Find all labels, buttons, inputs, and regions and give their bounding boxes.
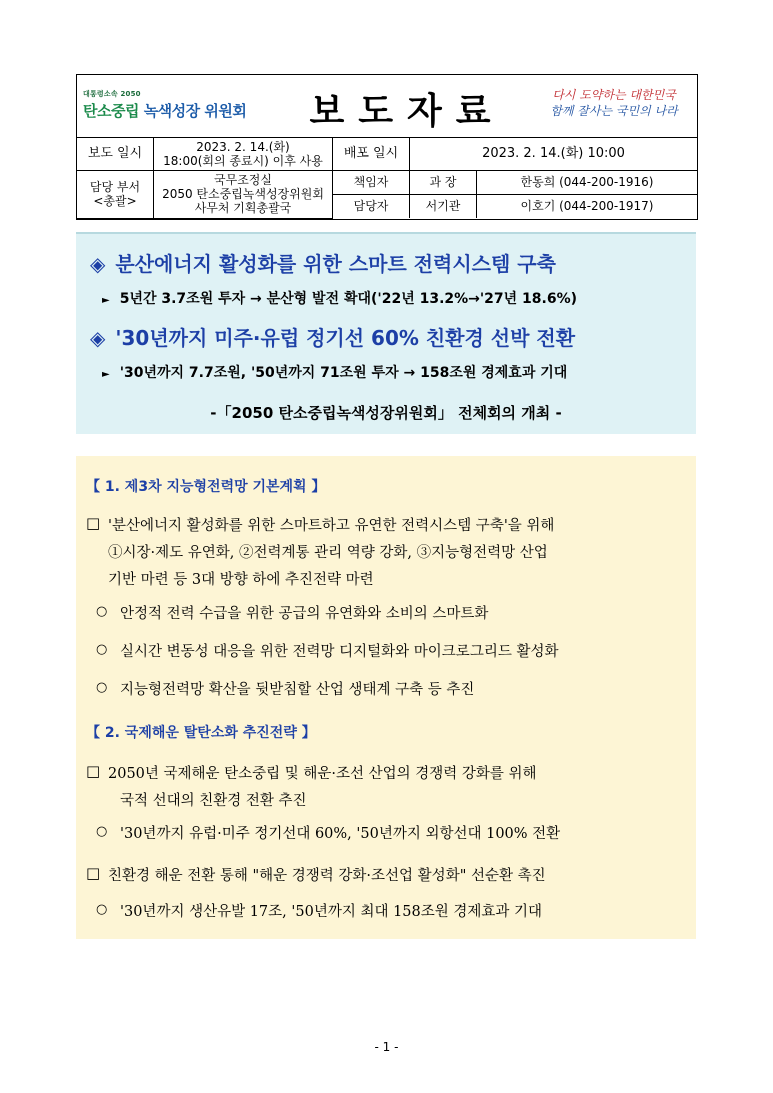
meeting-caption: -「2050 탄소중립녹색성장위원회」 전체회의 개최 - <box>210 404 562 422</box>
dept-line2: 2050 탄소중립녹색성장위원회 <box>162 187 324 201</box>
headline-2-text: '30년까지 미주·유럽 정기선 60% 친환경 선박 전환 <box>115 326 576 350</box>
square-bullet-icon: □ <box>86 864 101 882</box>
page-number: - 1 - <box>374 1040 399 1054</box>
dept-name-cell <box>154 170 333 218</box>
subline-2-text: '30년까지 7.7조원, '50년까지 71조원 투자 → 158조원 경제효과 기대 <box>119 365 568 381</box>
sec1-bullet1: 안정적 전력 수급을 위한 공급의 유연화와 소비의 스마트화 <box>120 606 489 622</box>
staff-title: 서기관 <box>410 194 477 218</box>
sec1-para-line1: '분산에너지 활성화를 위한 스마트하고 유연한 전력시스템 구축'을 위해 <box>108 518 555 534</box>
header-top <box>77 75 697 138</box>
headline-2 <box>90 322 575 351</box>
square-bullet-icon: □ <box>86 514 101 532</box>
triangle-bullet-icon: ► <box>102 369 110 380</box>
committee-logo <box>83 89 253 121</box>
logo-green-text: 탄소중립 <box>83 102 139 120</box>
square-bullet-icon: □ <box>86 762 101 780</box>
dept-sub: <총괄> <box>93 194 137 208</box>
sec2-para2: 친환경 해운 전환 통해 "해운 경쟁력 강화·조선업 활성화" 선순환 촉진 <box>108 868 546 884</box>
staff-label: 담당자 <box>333 194 410 218</box>
sec2-bullet2: '30년까지 생산유발 17조, '50년까지 최대 158조원 경제효과 기대 <box>120 904 543 920</box>
slogan <box>539 87 689 119</box>
manager-name: 한동희 (044-200-1916) <box>477 170 698 194</box>
section-2-heading: 【 2. 국제해운 탈탄소화 추진전략 】 <box>86 725 316 741</box>
distribution-value: 2023. 2. 14.(화) 10:00 <box>410 138 698 170</box>
circle-bullet-icon: ○ <box>96 604 108 619</box>
dept-line1: 국무조정실 <box>214 173 272 187</box>
dept-label: 담당 부서 <box>89 180 141 194</box>
sec1-para-line3: 기반 마련 등 3대 방향 하에 추진전략 마련 <box>108 572 374 588</box>
summary-box <box>76 456 696 939</box>
section-1-heading: 【 1. 제3차 지능형전력망 기본계획 】 <box>86 479 326 495</box>
subline-1 <box>102 288 577 308</box>
triangle-bullet-icon: ► <box>102 295 110 306</box>
sec2-bullet1: '30년까지 유럽·미주 정기선대 60%, '50년까지 외항선대 100% 전환 <box>120 826 561 842</box>
diamond-icon: ◈ <box>90 252 106 276</box>
dept-label-cell <box>77 170 154 218</box>
staff-name: 이호기 (044-200-1917) <box>477 194 698 218</box>
sec1-para-line2: ①시장·제도 유연화, ②전력계통 관리 역량 강화, ③지능형전력망 산업 <box>108 545 548 561</box>
sec1-bullet3: 지능형전력망 확산을 뒷받침할 산업 생태계 구축 등 추진 <box>120 682 475 698</box>
manager-title: 과 장 <box>410 170 477 194</box>
sec1-bullet2: 실시간 변동성 대응을 위한 전력망 디지털화와 마이크로그리드 활성화 <box>120 644 559 660</box>
logo-blue-text: 녹색성장 위원회 <box>138 102 247 120</box>
manager-label: 책임자 <box>333 170 410 194</box>
diamond-icon: ◈ <box>90 326 106 350</box>
circle-bullet-icon: ○ <box>96 824 108 839</box>
circle-bullet-icon: ○ <box>96 902 108 917</box>
headline-1 <box>90 248 556 277</box>
logo-text <box>83 100 253 121</box>
release-label: 보도 일시 <box>77 138 154 170</box>
subline-2 <box>102 362 567 382</box>
page-title: 보도자료 <box>309 91 505 132</box>
sec2-para-line1: 2050년 국제해운 탄소중립 및 해운·조선 산업의 경쟁력 강화를 위해 <box>108 766 537 782</box>
header-table <box>76 74 698 220</box>
circle-bullet-icon: ○ <box>96 680 108 695</box>
dept-line3: 사무처 기획총괄국 <box>194 201 292 215</box>
release-info-table <box>77 138 697 219</box>
sec2-para-line2: 국적 선대의 친환경 전환 추진 <box>120 793 307 809</box>
logo-small-text: 대통령소속 2050 <box>83 90 141 98</box>
subline-1-text: 5년간 3.7조원 투자 → 분산형 발전 확대('22년 13.2%→'27년 18.6%) <box>119 291 578 307</box>
headline-box <box>76 232 696 434</box>
slogan-line1: 다시 도약하는 대한민국 <box>552 88 676 102</box>
release-date: 2023. 2. 14.(화) <box>196 139 290 154</box>
distribution-label: 배포 일시 <box>333 138 410 170</box>
circle-bullet-icon: ○ <box>96 642 108 657</box>
slogan-line2: 함께 잘사는 국민의 나라 <box>550 104 678 118</box>
release-datetime <box>154 138 333 170</box>
release-time: 18:00(회의 종료시) 이후 사용 <box>163 153 323 168</box>
headline-1-text: 분산에너지 활성화를 위한 스마트 전력시스템 구축 <box>115 252 556 276</box>
